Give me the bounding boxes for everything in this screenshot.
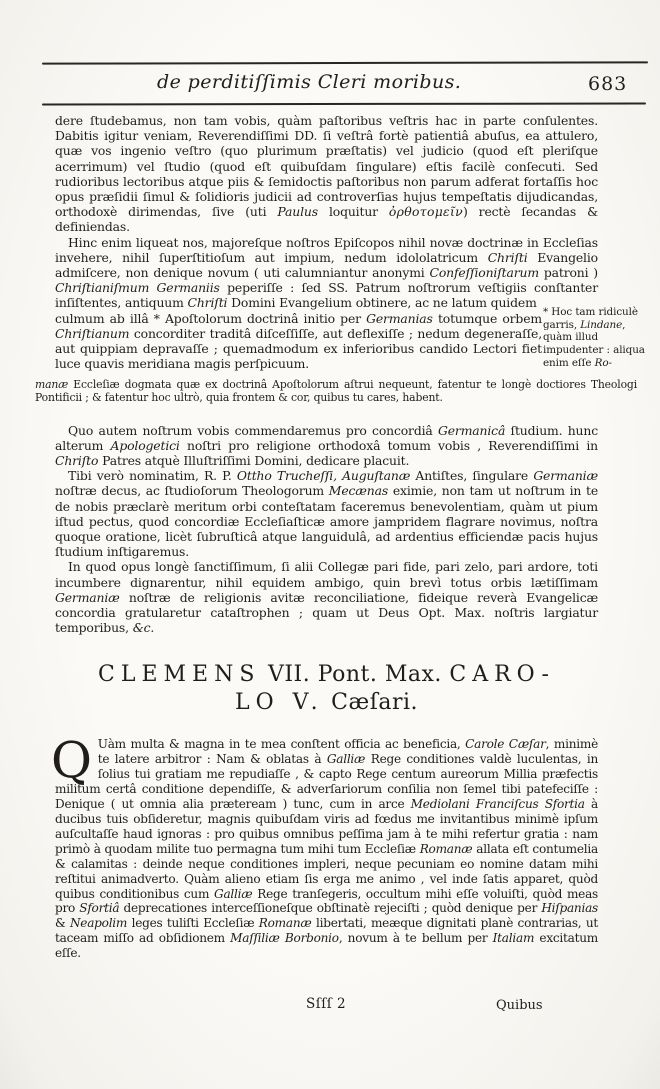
footnote: manæ Eccleſiæ dogmata quæ ex doctrinâ Apoſtolorum aſtrui nequeunt, fatentur te longè doctiores Theologi Pontificii ; & fatentur hoc ultrò, quia frontem & cor, quibus tu cares, habent. [35,378,637,405]
paragraph-tibi-vero: Tibi verò nominatim, R. P. Ottho Trucheſſi, Auguſtanæ Antiſtes, ſingulare Germaniæ noſtræ decus, ac ſtudioſorum Theologorum Mecænas eximie, non tam ut noſtrum in te de nobis præclarè meritum orbi conteſtatam faceremus benevolentiam, quàm ut pium iſtud pectus, quod concordiæ Eccleſiaſticæ amore jampridem flagrare novimus, noſtra quoque oratione, licèt ſubruſticâ atque languidulâ, ad ardentius efficiendæ pacis hujus ſtudium inſtigaremus. [55,468,599,560]
dedication-letter-paragraph [51,731,598,961]
text-block [35,113,637,961]
signature-mark: Sſſſ 2 [306,996,347,1012]
catchword: Quibus [496,998,543,1013]
paragraph-quo-autem: Quo autem noſtrum vobis commendaremus pro concordiâ Germanicâ ſtudium. hunc alterum Apologetici noſtri pro religione orthodoxâ tomum vobis , Reverendiſſimi in Chriſto Patres atquè Illuſtriſſimi Domini, dedicare placuit. [55,422,599,469]
drop-cap-initial: Q [51,731,92,790]
section-heading [55,661,598,717]
section-heading-line2: LO V. Cæſari. [235,690,418,716]
paragraph-hinc-enim: Hinc enim liqueat nos, majoreſque noſtros Epiſcopos nihil novæ doctrinæ in Eccleſias invehere, nihil ſuperſtitioſum aut impium, nedum idololatricum Chriſti Evangelio admiſcere, non denique novum ( uti calumniantur anonymi Confeſſioniſtarum patroni ) Chriſtianiſmum Germaniis peperiſſe : ſed SS. Patrum noſtrorum veſtigiis conſtanter inſiſtentes, antiquum Chriſti Domini Evangelium obtinere, ac ne latum quidem [55,234,598,311]
header-rule-bottom [42,102,646,105]
paragraph-hinc-enim-beside-note: culmum ab illâ * Apoſtolorum doctrinâ initio per Germanias totumque orbem Chriſtianum concorditer traditâ diſceſſiſſe, aut deflexiſſe ; nedum degeneraſſe, aut quippiam depravaſſe ; quemadmodum ex inferioribus candido Lectori fiet luce quavis meridiana magis perſpicuum. [55,310,542,372]
running-title: de perditiſſimis Cleri moribus. [157,71,462,93]
margin-note: * Hoc tam ridiculè garris, Lindane, quàm illud impudenter : aliqua enim eſſe Ro- [543,306,645,369]
letter-body-text: Uàm multa & magna in te mea conſtent officia ac beneficia, Carole Cæſar, minimè te latere arbitror : Nam & oblatas à Galliæ Rege conditiones valdè luculentas, in ſolius tui gratiam me repudiaſſe , & capto Rege centum aureorum Millia præfectis militum certâ conditione dependiſſe, & adverſariorum conſilia non ſemel tibi patefeciſſe : Denique ( ut omnia alia præteream ) tunc, cum in arce Mediolani Franciſcus Sfortia à ducibus tuis obſideretur, magnis quibuſdam viris ad fœdus me invitantibus minimè ipſum auſcultaſſe haud ignoras : pro quibus omnibus peſſima jam à te mihi refertur gratia : nam primò à quodam milite tuo permagna tum mihi tum Eccleſiæ Romanæ allata eſt contumelia & calamitas : deinde neque conditiones impleri, neque pecuniam eo nomine datam mihi reſtitui animadverto. Quàm alieno etiam ſis erga me animo , vel inde ſatis apparet, quòd quibus conditionibus cum Galliæ Rege tranſegeris, occultum mihi eſſe voluiſti, quòd meas pro Sfortiâ deprecationes interceſſioneſque obſtinatè rejeciſti ; quòd denique per Hiſpanias & Neapolim leges tuliſti Eccleſiæ Romanæ libertati, meæque dignitati planè contrarias, ut taceam miſſo ad obſidionem Maſſiliæ Borbonio, novum à te bellum per Italiam excitatum eſſe. [55,737,598,961]
paragraph-continuation: dere ſtudebamus, non tam vobis, quàm paſtoribus veſtris hac in parte conſulentes. Dabitis igitur veniam, Reverendiſſimi DD. ſi veſtrâ fortè patientiâ abuſus, ea attulero, quæ vos ingenio veſtro (quo plurimum præſtatis) vel judicio (quod eſt pleriſque acerrimum) vel ſtudio (quod eſt quibuſdam ſingulare) eſtis facilè conſecuti. Sed rudioribus lectoribus atque piis & ſemidoctis paſtoribus non parum adferat fortaſſis hoc opus præſidii ſimul & ſolidioris judicii ad controverſias hujus tempeſtatis dijudicandas, orthodoxè dirimendas, ſive (uti Paulus loquitur ὀρθοτομεῖν) rectè ſecandas & definiendas. [55,113,598,235]
page-number: 683 [588,73,628,95]
header-rule-top [42,61,648,64]
paragraph-in-quod-opus: In quod opus longè ſanctiſſimum, ſi alii Collegæ pari fide, pari zelo, pari ardore, toti incumbere dignarentur, nihil equidem ambigo, quin brevì totus orbis lætiſſimam Germaniæ noſtræ de religionis avitæ reconciliatione, fideique reverà Evangelicæ concordia gratularetur cataſtrophen ; quam ut Deus Opt. Max. noſtris largiatur temporibus, &c. [55,559,598,636]
section-heading-line1: CLEMENS VII. Pont. Max. CARO- [98,662,555,688]
